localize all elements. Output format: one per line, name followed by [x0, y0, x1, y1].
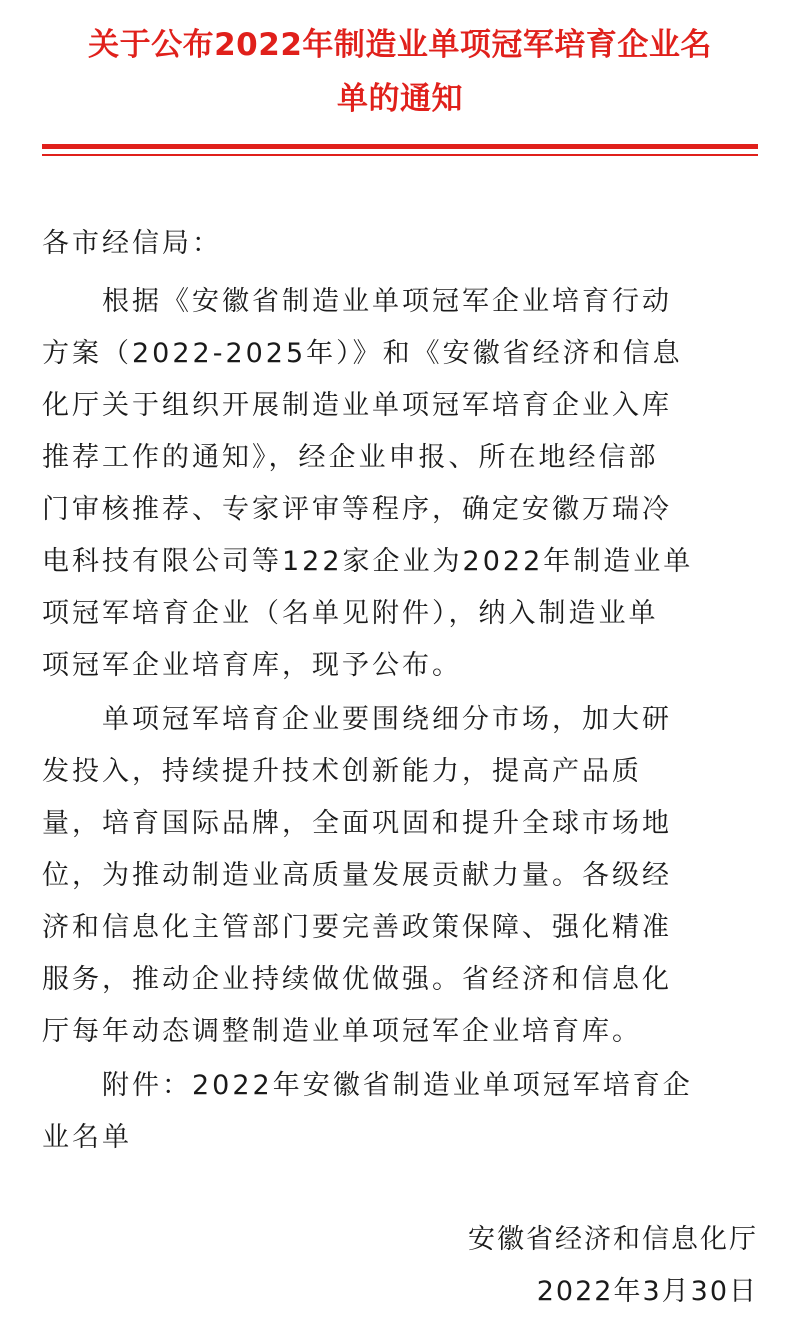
paragraph-line: 量，培育国际品牌，全面巩固和提升全球市场地 — [42, 808, 672, 839]
title-line-2: 单的通知 — [337, 81, 463, 117]
paragraph-line: 发投入，持续提升技术创新能力，提高产品质 — [42, 756, 642, 787]
paragraph-line: 电科技有限公司等122家企业为2022年制造业单 — [42, 546, 694, 577]
paragraph-2 — [42, 694, 758, 1058]
signature-organization: 安徽省经济和信息化厅 — [468, 1224, 758, 1255]
title-divider-thin — [42, 154, 758, 156]
paragraph-1 — [42, 276, 758, 692]
signature-date: 2022年3月30日 — [536, 1276, 758, 1307]
attachment-note — [42, 1060, 758, 1164]
paragraph-line: 单项冠军培育企业要围绕细分市场，加大研 — [42, 704, 672, 735]
paragraph-line: 根据《安徽省制造业单项冠军企业培育行动 — [42, 286, 672, 317]
paragraph-line: 项冠军培育企业（名单见附件），纳入制造业单 — [42, 598, 659, 629]
paragraph-line: 服务，推动企业持续做优做强。省经济和信息化 — [42, 964, 672, 995]
paragraph-line: 门审核推荐、专家评审等程序，确定安徽万瑞冷 — [42, 494, 672, 525]
paragraph-line: 方案（2022-2025年）》和《安徽省经济和信息 — [42, 338, 683, 369]
paragraph-line: 业名单 — [42, 1122, 132, 1153]
salutation-text: 各市经信局： — [42, 228, 222, 259]
paragraph-line: 厅每年动态调整制造业单项冠军企业培育库。 — [42, 1016, 642, 1047]
document-title — [30, 18, 770, 126]
paragraph-line: 推荐工作的通知》，经企业申报、所在地经信部 — [42, 442, 659, 473]
paragraph-line: 位，为推动制造业高质量发展贡献力量。各级经 — [42, 860, 672, 891]
paragraph-line: 济和信息化主管部门要完善政策保障、强化精准 — [42, 912, 672, 943]
paragraph-line: 附件：2022年安徽省制造业单项冠军培育企 — [42, 1070, 693, 1101]
paragraph-line: 项冠军企业培育库，现予公布。 — [42, 650, 462, 681]
salutation — [42, 218, 758, 270]
title-divider-thick — [42, 144, 758, 149]
paragraph-line: 化厅关于组织开展制造业单项冠军培育企业入库 — [42, 390, 672, 421]
title-line-1: 关于公布2022年制造业单项冠军培育企业名 — [88, 27, 712, 63]
